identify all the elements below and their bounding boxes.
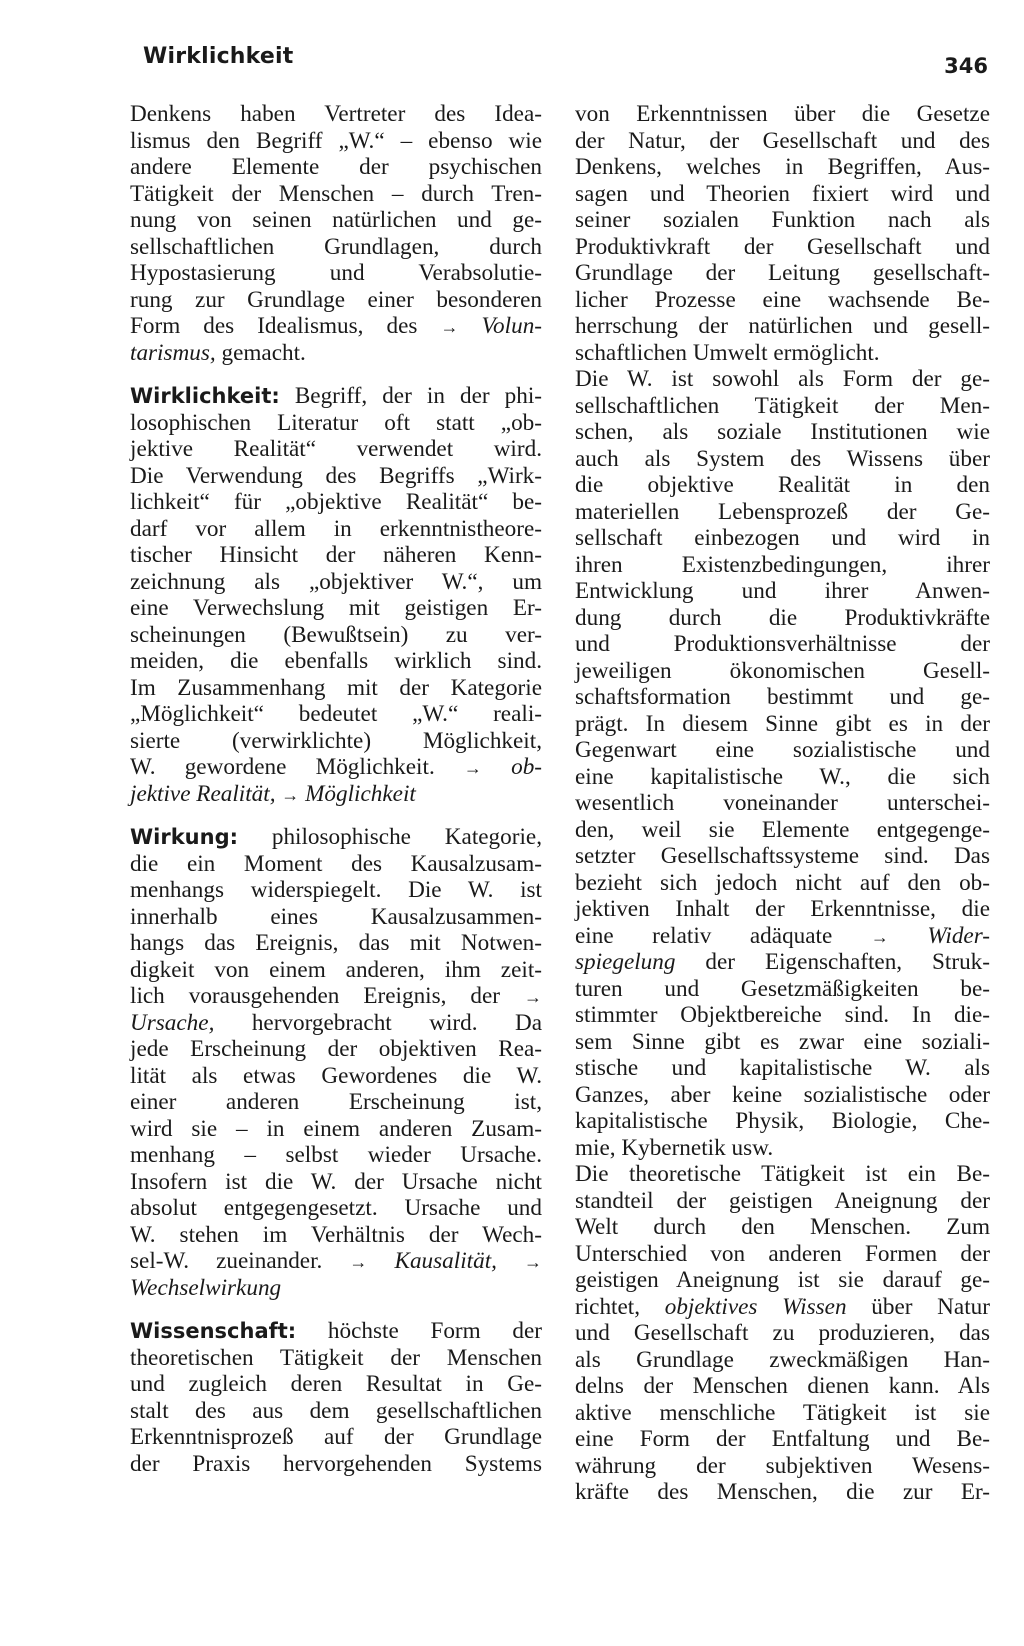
text-line: Wissenschaft: höchste Form der xyxy=(130,1318,542,1344)
text-line: hangs das Ereignis, das mit Notwen- xyxy=(130,930,542,956)
text-line: Wirkung: philosophische Kategorie, xyxy=(130,824,542,850)
text-line: tischer Hinsicht der näheren Kenn- xyxy=(130,542,542,568)
text-line: Denkens, welches in Begriffen, Aus- xyxy=(575,154,990,180)
text-line: jeweiligen ökonomischen Gesell- xyxy=(575,657,990,684)
text-line: W. gewordene Möglichkeit. → ob- xyxy=(130,754,543,780)
text-line: Grundlage der Leitung gesellschaft- xyxy=(575,260,990,286)
text-line: Ursache, hervorgebracht wird. Da xyxy=(130,1009,542,1036)
text-line: einer anderen Erscheinung ist, xyxy=(130,1089,542,1115)
text-line: nung von seinen natürlichen und ge- xyxy=(130,207,542,233)
text-line: richtet, objektives Wissen über Natur xyxy=(575,1293,990,1320)
cross-reference: Volun- xyxy=(481,313,543,339)
text-line: Die Verwendung des Begriffs „Wirk- xyxy=(130,462,542,489)
text-line: jede Erscheinung der objektiven Rea- xyxy=(130,1036,542,1062)
text-line xyxy=(130,1275,542,1302)
entry-wirkung xyxy=(130,824,542,1301)
text-line: eine Form der Entfaltung und Be- xyxy=(575,1426,990,1452)
text-line xyxy=(130,781,542,808)
left-column xyxy=(130,101,542,1477)
text-line: die ein Moment des Kausalzusam- xyxy=(130,850,542,877)
cross-reference: tarismus, xyxy=(130,339,216,366)
text-line: jektive Realität“ verwendet wird. xyxy=(130,436,542,462)
entry-term: Wirkung: xyxy=(130,825,239,849)
text-line: stalt des aus dem gesellschaftlichen xyxy=(130,1397,542,1424)
text-line: Die theoretische Tätigkeit ist ein Be- xyxy=(575,1161,990,1187)
arrow-icon: → xyxy=(524,1252,543,1272)
text-line: bezieht sich jedoch nicht auf den ob- xyxy=(575,869,990,896)
text-line: jektiven Inhalt der Erkenntnisse, die xyxy=(575,896,990,922)
text-line: mie, Kybernetik usw. xyxy=(575,1134,774,1161)
text-line: stische und kapitalistische W. als xyxy=(575,1055,990,1081)
text-line: Im Zusammenhang mit der Kategorie xyxy=(130,674,542,701)
text-line: zeichnung als „objektiver W.“, um xyxy=(130,568,542,595)
text-line: andere Elemente der psychischen xyxy=(130,154,542,180)
text-line: eine Verwechslung mit geistigen Er- xyxy=(130,595,542,621)
cross-reference: Ursache, xyxy=(130,1009,215,1036)
arrow-icon: → xyxy=(281,784,300,805)
text-line: Gegenwart eine sozialistische und xyxy=(575,737,990,763)
arrow-icon: → xyxy=(870,926,889,947)
text-line: standteil der geistigen Aneignung der xyxy=(575,1187,990,1214)
text-line: tarismus, gemacht. xyxy=(130,339,306,366)
text-line: lich vorausgehenden Ereignis, der → xyxy=(130,983,543,1009)
text-line: rung zur Grundlage einer besonderen xyxy=(130,286,542,313)
text-line: Entwicklung und ihrer Anwen- xyxy=(575,578,990,604)
entry-term: Wissenschaft: xyxy=(130,1319,297,1343)
text-line: schaftlichen Umwelt ermöglicht. xyxy=(575,339,880,366)
cross-reference: Wider- xyxy=(927,922,991,949)
text-line: und Produktionsverhältnisse der xyxy=(575,631,990,657)
text-line: der Praxis hervorgehenden Systems xyxy=(130,1450,542,1477)
text-line: geistigen Aneignung ist sie darauf ge- xyxy=(575,1267,990,1293)
cross-reference: spiegelung xyxy=(575,949,676,975)
text-line: sierte (verwirklichte) Möglichkeit, xyxy=(130,727,542,754)
arrow-icon: → xyxy=(440,317,459,337)
text-line: losophischen Literatur oft statt „ob- xyxy=(130,409,542,436)
text-line: setzter Gesellschaftssysteme sind. Das xyxy=(575,843,990,869)
paragraph-theoretische-taetigkeit xyxy=(575,1161,990,1506)
right-column xyxy=(575,101,990,1506)
text-line: W. stehen im Verhältnis der Wech- xyxy=(130,1221,542,1248)
text-line: ihren Existenzbedingungen, ihrer xyxy=(575,551,990,578)
text-line: die objektive Realität in den xyxy=(575,472,990,498)
text-line: auch als System des Wissens über xyxy=(575,445,990,472)
text-line: wird sie – in einem anderen Zusam- xyxy=(130,1115,542,1142)
text-line: Ganzes, aber keine sozialistische oder xyxy=(575,1081,990,1108)
text-line: lichkeit“ für „objektive Realität“ be- xyxy=(130,489,542,515)
text-line: prägt. In diesem Sinne gibt es in der xyxy=(575,710,990,737)
cross-reference: Möglichkeit xyxy=(305,780,416,807)
text-line: absolut entgegengesetzt. Ursache und xyxy=(130,1195,542,1221)
text-line: digkeit von einem anderen, ihm zeit- xyxy=(130,956,542,983)
text-line: eine kapitalistische W., die sich xyxy=(575,763,990,790)
cross-reference: jektive Realität, xyxy=(130,780,276,807)
text-line: Hypostasierung und Verabsolutie- xyxy=(130,260,542,286)
text-line: Produktivkraft der Gesellschaft und xyxy=(575,233,990,260)
text-line: menhang – selbst wieder Ursache. xyxy=(130,1142,542,1168)
text-line: scheinungen (Bewußtsein) zu ver- xyxy=(130,621,542,648)
text-line: sellschaftlichen Grundlagen, durch xyxy=(130,233,542,260)
text-line: sellschaftlichen Tätigkeit der Men- xyxy=(575,392,990,419)
text-line: Form des Idealismus, des → Volun- xyxy=(130,313,543,339)
cross-reference: ob- xyxy=(511,754,543,780)
entry-wirklichkeit xyxy=(130,383,542,807)
text-line: sel-W. zueinander. → Kausalität, → xyxy=(130,1248,543,1274)
text-line: als Grundlage zweckmäßigen Han- xyxy=(575,1346,990,1373)
text-line: sagen und Theorien fixiert wird und xyxy=(575,180,990,207)
paragraph-wissenschaft-continuation xyxy=(575,101,990,366)
arrow-icon: → xyxy=(463,758,482,778)
text-line: schaftsformation bestimmt und ge- xyxy=(575,684,990,710)
text-line: Wirklichkeit: Begriff, der in der phi- xyxy=(130,383,542,409)
cross-reference: objektives Wissen xyxy=(664,1293,847,1320)
text-line: materiellen Lebensprozeß der Ge- xyxy=(575,498,990,525)
text-line: lismus den Begriff „W.“ – ebenso wie xyxy=(130,127,542,154)
text-line: delns der Menschen dienen kann. Als xyxy=(575,1373,990,1399)
text-line: licher Prozesse eine wachsende Be- xyxy=(575,286,990,313)
text-line: Die W. ist sowohl als Form der ge- xyxy=(575,366,990,392)
text-line: sem Sinne gibt es zwar eine soziali- xyxy=(575,1028,990,1055)
text-line: kapitalistische Physik, Biologie, Che- xyxy=(575,1108,990,1134)
text-line: von Erkenntnissen über die Gesetze xyxy=(575,101,990,127)
cross-reference: Wechselwirkung xyxy=(130,1274,282,1301)
text-line: sellschaft einbezogen und wird in xyxy=(575,525,990,551)
text-line: und zugleich deren Resultat in Ge- xyxy=(130,1371,542,1397)
text-line: darf vor allem in erkenntnistheore- xyxy=(130,515,542,542)
text-line: herrschung der natürlichen und gesell- xyxy=(575,313,990,339)
text-line: dung durch die Produktivkräfte xyxy=(575,604,990,631)
text-line: währung der subjektiven Wesens- xyxy=(575,1452,990,1479)
text-line: kräfte des Menschen, die zur Er- xyxy=(575,1479,990,1505)
text-line: schen, als soziale Institutionen wie xyxy=(575,419,990,445)
text-line: Insofern ist die W. der Ursache nicht xyxy=(130,1168,542,1195)
text-line: meiden, die ebenfalls wirklich sind. xyxy=(130,648,542,674)
page-number: 346 xyxy=(944,54,988,78)
cross-reference: Kausalität, xyxy=(394,1248,497,1274)
text-line: seiner sozialen Funktion nach als xyxy=(575,207,990,233)
text-line: turen und Gesetzmäßigkeiten be- xyxy=(575,975,990,1002)
text-line: innerhalb eines Kausalzusammen- xyxy=(130,903,542,930)
text-line: wesentlich voneinander unterschei- xyxy=(575,790,990,816)
entry-wissenschaft xyxy=(130,1318,542,1477)
text-line: theoretischen Tätigkeit der Menschen xyxy=(130,1344,542,1371)
paragraph-die-w xyxy=(575,366,990,1161)
text-line: Tätigkeit der Menschen – durch Tren- xyxy=(130,180,542,207)
text-line: spiegelung der Eigenschaften, Struk- xyxy=(575,949,990,975)
text-line: aktive menschliche Tätigkeit ist sie xyxy=(575,1399,990,1426)
text-line: Denkens haben Vertreter des Idea- xyxy=(130,101,542,127)
text-line: lität als etwas Gewordenes die W. xyxy=(130,1062,542,1089)
text-line: stimmter Objektbereiche sind. In die- xyxy=(575,1002,990,1028)
arrow-icon: → xyxy=(349,1252,368,1272)
paragraph-continuation xyxy=(130,101,542,366)
text-line: den, weil sie Elemente entgegenge- xyxy=(575,816,990,843)
text-line: Unterschied von anderen Formen der xyxy=(575,1240,990,1267)
text-line: Erkenntnisprozeß auf der Grundlage xyxy=(130,1424,542,1450)
entry-term: Wirklichkeit: xyxy=(130,384,280,408)
arrow-icon: → xyxy=(524,987,543,1007)
text-line: der Natur, der Gesellschaft und des xyxy=(575,127,990,154)
text-line: und Gesellschaft zu produzieren, das xyxy=(575,1320,990,1346)
text-line: Welt durch den Menschen. Zum xyxy=(575,1214,990,1240)
text-line: „Möglichkeit“ bedeutet „W.“ reali- xyxy=(130,701,542,727)
page-header-title: Wirklichkeit xyxy=(143,44,294,69)
text-line: menhangs widerspiegelt. Die W. ist xyxy=(130,877,542,903)
text-line: eine relativ adäquate → Wider- xyxy=(575,922,991,949)
